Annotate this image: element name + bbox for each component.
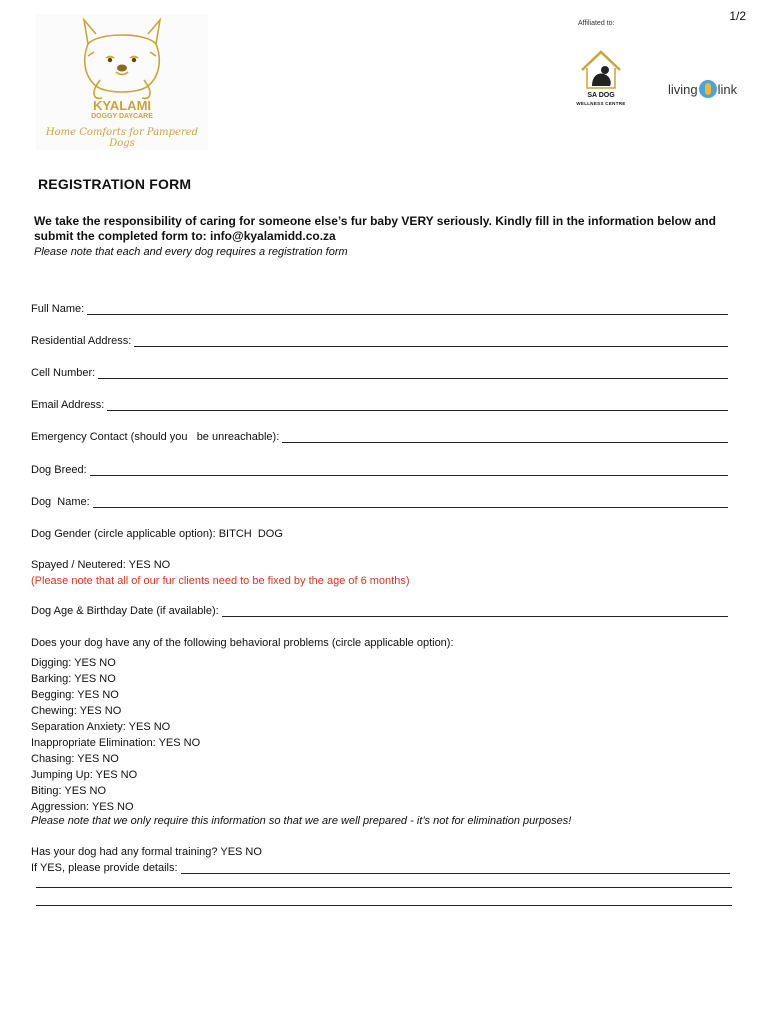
training-details-line-2[interactable] (36, 887, 732, 888)
behavior-item[interactable]: Aggression: YES NO (31, 801, 134, 813)
address-row (31, 335, 728, 347)
cell-field[interactable] (98, 367, 728, 379)
behavior-note: Please note that we only require this information so that we are well prepared - it’s not for elimination purposes! (31, 815, 572, 827)
behavior-item[interactable]: Separation Anxiety: YES NO (31, 721, 171, 733)
training-details-label: If YES, please provide details: (31, 862, 178, 874)
age-field[interactable] (222, 605, 728, 617)
training-details-row (31, 862, 730, 874)
full-name-row (31, 303, 728, 315)
behavior-item[interactable]: Barking: YES NO (31, 673, 116, 685)
form-note: Please note that each and every dog requires a registration form (34, 246, 348, 258)
email-label: Email Address: (31, 399, 105, 411)
spayed-question: Spayed / Neutered: YES NO (31, 559, 171, 571)
behavior-item[interactable]: Chewing: YES NO (31, 705, 122, 717)
training-question: Has your dog had any formal training? YES NO (31, 846, 262, 858)
full-name-label: Full Name: (31, 303, 85, 315)
address-field[interactable] (134, 335, 728, 347)
age-row (31, 605, 728, 617)
sa-dog-name: SA DOG (587, 92, 615, 99)
dog-name-row (31, 496, 728, 508)
emergency-label: Emergency Contact (should you be unreachable): (31, 431, 280, 443)
behavior-item[interactable]: Chasing: YES NO (31, 753, 119, 765)
email-field[interactable] (107, 399, 728, 411)
form-title: REGISTRATION FORM (38, 176, 192, 192)
living-link-logo (668, 80, 737, 98)
spayed-note: (Please note that all of our fur clients need to be fixed by the age of 6 months) (31, 575, 410, 587)
behavior-item[interactable]: Begging: YES NO (31, 689, 119, 701)
training-details-line-3[interactable] (36, 905, 732, 906)
form-intro: We take the responsibility of caring for someone else’s fur baby VERY seriously. Kindly fill in the information below and submit the completed form to: info@kyalamidd.co.za (34, 214, 716, 243)
behavior-item[interactable]: Inappropriate Elimination: YES NO (31, 737, 201, 749)
address-label: Residential Address: (31, 335, 132, 347)
dog-name-field[interactable] (93, 496, 728, 508)
living-link-mark-icon (699, 80, 717, 98)
affiliated-label: Affiliated to: (578, 20, 615, 27)
breed-field[interactable] (90, 464, 728, 476)
behavior-item[interactable]: Biting: YES NO (31, 785, 106, 797)
logo-name: KYALAMI (92, 98, 152, 113)
breed-row (31, 464, 728, 476)
gender-question: Dog Gender (circle applicable option): BITCH DOG (31, 528, 283, 540)
behavior-list (31, 655, 200, 815)
training-details-field[interactable] (181, 862, 730, 874)
breed-label: Dog Breed: (31, 464, 87, 476)
emergency-row (31, 431, 728, 443)
age-label: Dog Age & Birthday Date (if available): (31, 605, 219, 617)
logo-subtitle: DOGGY DAYCARE (91, 113, 153, 120)
sa-dog-subtitle: WELLNESS CENTRE (576, 101, 626, 106)
cell-row (31, 367, 728, 379)
full-name-field[interactable] (87, 303, 728, 315)
page-number: 1/2 (729, 9, 746, 23)
cell-label: Cell Number: (31, 367, 96, 379)
kyalami-logo (36, 14, 208, 150)
emergency-field[interactable] (282, 431, 728, 443)
dog-name-label: Dog Name: (31, 496, 90, 508)
email-row (31, 399, 728, 411)
sa-dog-house-icon (578, 48, 624, 94)
behavior-question: Does your dog have any of the following behavioral problems (circle applicable option): (31, 637, 454, 649)
living-link-post: link (717, 81, 738, 97)
behavior-item[interactable]: Digging: YES NO (31, 657, 116, 669)
behavior-item[interactable]: Jumping Up: YES NO (31, 769, 138, 781)
logo-tagline: Home Comforts for Pampered Dogs (45, 127, 199, 149)
living-link-pre: living (668, 81, 698, 97)
